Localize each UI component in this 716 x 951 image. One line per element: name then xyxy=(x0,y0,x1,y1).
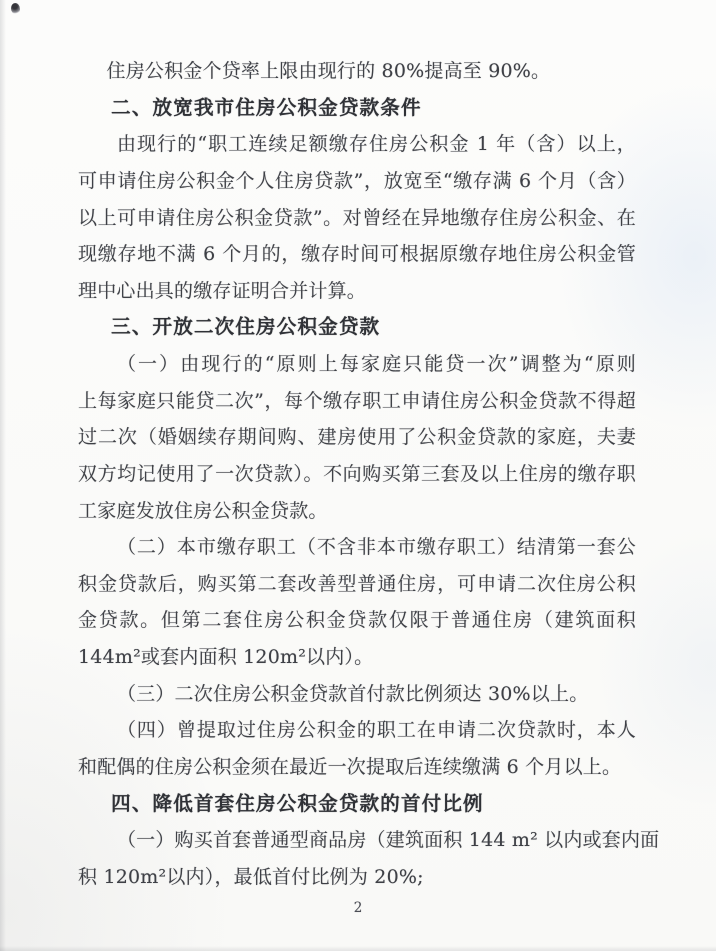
body-text-line: 双方均记使用了一次贷款）。不向购买第三套及以上住房的缴存职 xyxy=(78,462,636,485)
body-text-line: 过二次（婚姻续存期间购、建房使用了公积金贷款的家庭，夫妻 xyxy=(78,426,636,449)
body-text-line: 可申请住房公积金个人住房贷款”，放宽至“缴存满 6 个月（含） xyxy=(78,169,636,192)
body-text-line: 理中心出具的缴存证明合并计算。 xyxy=(78,279,367,302)
body-text-line: 工家庭发放住房公积金贷款。 xyxy=(78,499,328,522)
body-text-line: 由现行的“职工连续足额缴存住房公积金 1 年（含）以上， xyxy=(116,133,636,156)
body-text-line: （四）曾提取过住房公积金的职工在申请二次贷款时，本人 xyxy=(116,719,636,742)
section-heading: 三、开放二次住房公积金贷款 xyxy=(111,315,381,339)
section-heading: 二、放宽我市住房公积金贷款条件 xyxy=(111,95,422,119)
body-text-line: 现缴存地不满 6 个月的，缴存时间可根据原缴存地住房公积金管 xyxy=(78,243,636,266)
body-text-line: 以上可申请住房公积金贷款”。对曾经在异地缴存住房公积金、在 xyxy=(78,206,636,229)
body-text-line: （二）本市缴存职工（不含非本市缴存职工）结清第一套公 xyxy=(116,536,636,559)
section-heading: 四、降低首套住房公积金贷款的首付比例 xyxy=(111,791,484,815)
scan-edge-shadow-bottom xyxy=(0,946,716,951)
body-text-line: 积 120m²以内），最低首付比例为 20%; xyxy=(78,865,424,888)
body-text-line: 144m²或套内面积 120m²以内）。 xyxy=(78,646,374,668)
body-text-line: 金贷款。但第二套住房公积金贷款仅限于普通住房（建筑面积 xyxy=(78,609,636,632)
body-text-line: 住房公积金个贷率上限由现行的 80%提高至 90%。 xyxy=(106,60,551,82)
page-number: 2 xyxy=(353,900,363,916)
document-body xyxy=(78,53,660,895)
body-text-line: 积金贷款后，购买第二套改善型普通住房，可申请二次住房公积 xyxy=(78,572,636,595)
body-text-line: （一）购买首套普通型商品房（建筑面积 144 m² 以内或套内面 xyxy=(116,829,660,852)
body-text-line: （三）二次住房公积金贷款首付款比例须达 30%以上。 xyxy=(116,682,589,705)
body-text-line: （一）由现行的“原则上每家庭只能贷一次”调整为“原则 xyxy=(116,353,636,375)
scan-artifact-speck xyxy=(11,3,20,14)
body-text-line: 上每家庭只能贷二次”，每个缴存职工申请住房公积金贷款不得超 xyxy=(78,389,636,412)
scan-edge-shadow-left xyxy=(0,0,6,951)
body-text-line: 和配偶的住房公积金须在最近一次提取后连续缴满 6 个月以上。 xyxy=(78,755,622,778)
